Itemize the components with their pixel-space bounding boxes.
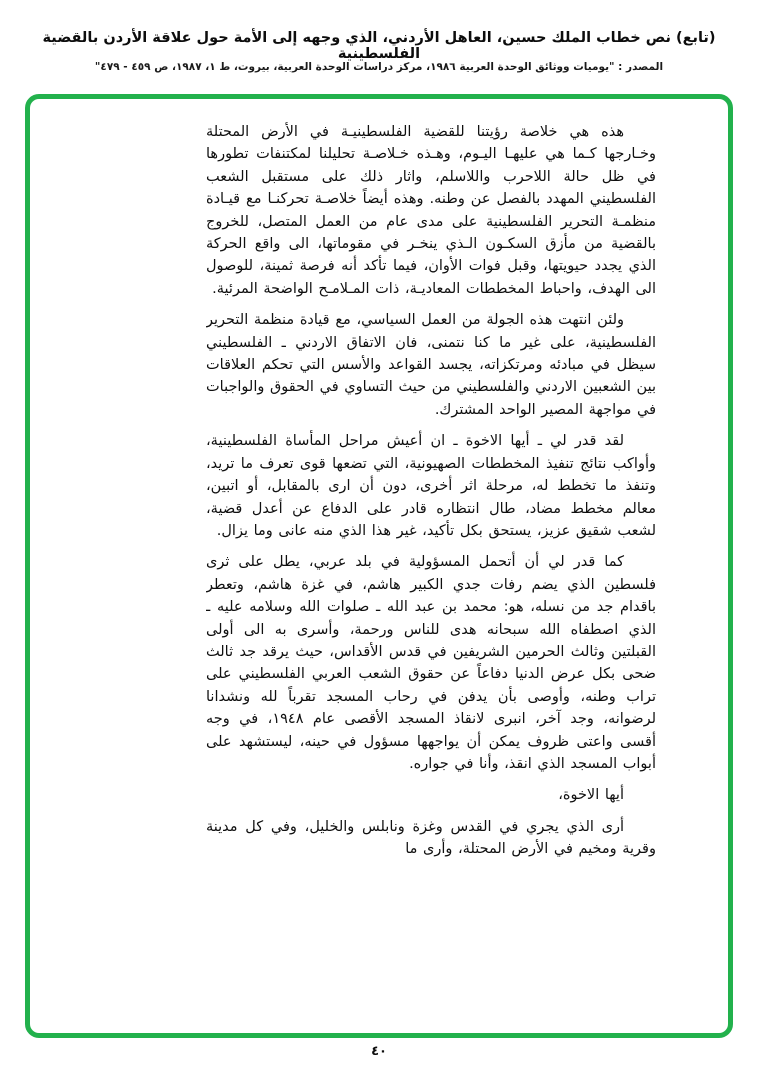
paragraph: أيها الاخوة، [558,787,624,804]
paragraph: هذه هي خلاصة رؤيتنا للقضية الفلسطينيـة في الأرض المحتلة وخـارجها كـما هي عليهـا اليـوم، وهـذه خـلاصـة تحليلنا لمكتنفات تطورها في ظل حالة اللاحرب واللاسلم، واثار ذلك على مستقبل الشعب الفلسطيني المهدد بالفصل عن وطنه. وهذه أيضاً خلاصـة تحركنـا مع قيـادة منظمـة التحرير الفلسطينية على مدى عام من العمل المتصل، للخروج بالقضية من مأزق السكـون الـذي ينخـر في مقوماتها، الى واقع الحركة الذي يجدد حيويتها، وقبل فوات الأوان، فيما تأكد أنه فرصة ثمينة، للوصول الى الهدف، واحباط المخططات المعاديـة، ذات المـلامـح الواضحة المرئية. [206,124,656,297]
page-number: ٤٠ [371,1044,387,1059]
page-title: (تابع) نص خطاب الملك حسين، العاهل الأردني، الذي وجهه إلى الأمة حول علاقة الأردن بالقضية الفلسطينية [42,30,716,62]
source-citation: المصدر : "يوميات ووثائق الوحدة العربية ١٩٨٦، مركز دراسات الوحدة العربية، بيروت، ط ١، ١٩٨٧، ص ٤٥٩ - ٤٧٩" [94,61,664,73]
paragraph: أرى الذي يجري في القدس وغزة ونابلس والخليل، وفي كل مدينة وقرية ومخيم في الأرض المحتلة، وأرى ما [206,818,656,858]
paragraph: كما قدر لي أن أتحمل المسؤولية في بلد عربي، يطل على ثرى فلسطين الذي يضم رفات جدي الكبير هاشم، في غزة هاشم، وتعطر باقدام جد من نسله، هو: محمد بن عبد الله ـ صلوات الله وسلامه عليه ـ الذي اصطفاه الله سبحانه هدى للناس ورحمة، وأسرى به الى أولى القبلتين وثالث الحرمين الشريفين في قدس الأقداس، حيث يرقد جد ثالث ضحى بكل عرض الدنيا دفاعاً عن حقوق الشعب العربي الفلسطيني على تراب وطنه، وأوصى بأن يدفن في رحاب المسجد تقرباً لله ونشدانا لرضوانه، وجد آخر، انبرى لانقاذ المسجد الأقصى عام ١٩٤٨، في وجه أقسى واعتى ظروف يمكن أن يواجهها مسؤول في حينه، ليستشهد على أبواب المسجد الذي انقذ، وأنا في جواره. [206,554,656,772]
paragraph: ولئن انتهت هذه الجولة من العمل السياسي، مع قيادة منظمة التحرير الفلسطينية، على غير ما كنا نتمنى، فان الاتفاق الاردني ـ الفلسطيني سيظل في مبادئه ومرتكزاته، يجسد القواعد والأسس التي تحكم العلاقات بين الشعبين الاردني والفلسطيني من حيث التساوي في الحقوق والواجبات في مواجهة المصير الواحد المشترك. [206,312,656,418]
text-column [206,121,656,870]
paragraph: لقد قدر لي ـ أيها الاخوة ـ ان أعيش مراحل المأساة الفلسطينية، وأواكب نتائج تنفيذ المخططات الصهيونية، التي تضعها قوى تعرف ما تريد، وتنفذ ما تخطط له، مرحلة اثر أخرى، دون أن ارى بالمقابل، أو اتبين، معالم مخطط مضاد، طال انتظاره قادر على الدفاع عن أعدل قضية، لشعب شقيق عزيز، يستحق بكل تأكيد، غير هذا الذي منه عانى وما يزال. [206,433,656,539]
